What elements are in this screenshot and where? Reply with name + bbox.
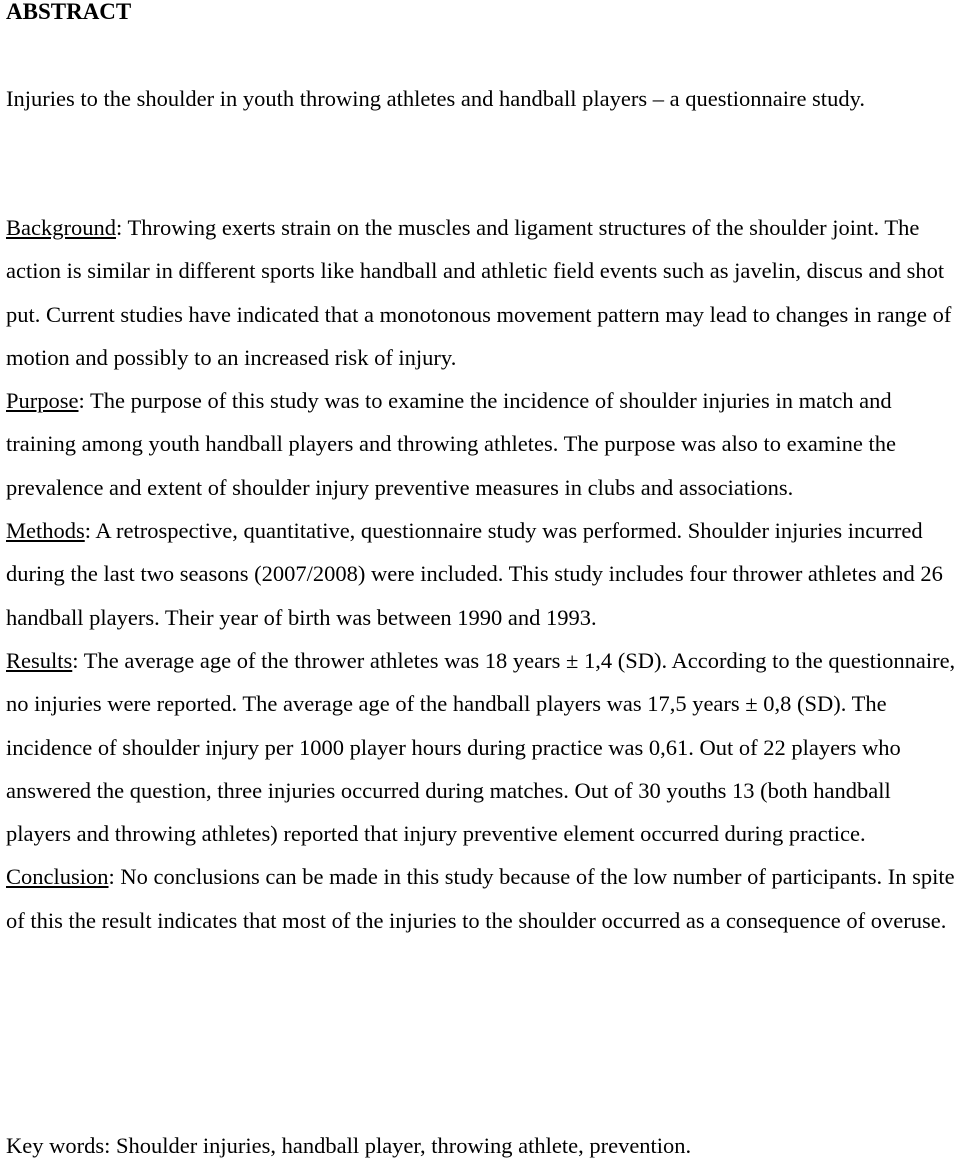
- section-text-results: The average age of the thrower athletes was 18 years ± 1,4 (SD). According to the questionnaire, no injuries were reported. The average age of the handball players was 17,5 years ± 0,8 (SD). The incidence of shoulder injury per 1000 player hours during practice was 0,61. Out of 22 players who answered the question, three injuries occurred during matches. Out of 30 youths 13 (both handball players and throwing athletes) reported that injury preventive element occurred during practice.: [6, 647, 956, 847]
- section-label-background: Background: [6, 215, 116, 240]
- section-background: Background: Throwing exerts strain on the muscles and ligament structures of the shoulder joint. The action is similar in different sports like handball and athletic field events such as javelin, discus and shot put. Current studies have indicated that a monotonous movement pattern may lead to changes in range of motion and possibly to an increased risk of injury.: [6, 215, 952, 370]
- section-results: Results: The average age of the thrower athletes was 18 years ± 1,4 (SD). According to the questionnaire, no injuries were reported. The average age of the handball players was 17,5 years ± 0,8 (SD). The incidence of shoulder injury per 1000 player hours during practice was 0,61. Out of 22 players who answered the question, three injuries occurred during matches. Out of 30 youths 13 (both handball players and throwing athletes) reported that injury preventive element occurred during practice.: [6, 647, 956, 847]
- abstract-sections: [6, 206, 960, 942]
- section-label-methods: Methods: [6, 518, 85, 544]
- section-label-purpose: Purpose: [6, 388, 79, 414]
- paper-title: Injuries to the shoulder in youth throwing athletes and handball players – a questionnaire study.: [6, 86, 865, 111]
- section-text-methods: A retrospective, quantitative, questionnaire study was performed. Shoulder injuries incurred during the last two seasons (2007/2008) were included. This study includes four thrower athletes and 26 handball players. Their year of birth was between 1990 and 1993.: [6, 518, 943, 630]
- section-purpose: Purpose: The purpose of this study was to examine the incidence of shoulder injuries in match and training among youth handball players and throwing athletes. The purpose was also to examine the prevalence and extent of shoulder injury preventive measures in clubs and associations.: [6, 388, 896, 500]
- section-text-conclusion: No conclusions can be made in this study because of the low number of participants. In spite of this the result indicates that most of the injuries to the shoulder occurred as a consequence of overuse.: [6, 864, 955, 933]
- section-label-conclusion: Conclusion: [6, 864, 109, 890]
- section-text-purpose: The purpose of this study was to examine the incidence of shoulder injuries in match and training among youth handball players and throwing athletes. The purpose was also to examine the prevalence and extent of shoulder injury preventive measures in clubs and associations.: [6, 388, 896, 500]
- section-label-results: Results: [6, 647, 73, 673]
- abstract-heading: ABSTRACT: [6, 0, 132, 24]
- section-conclusion: Conclusion: No conclusions can be made in this study because of the low number of participants. In spite of this the result indicates that most of the injuries to the shoulder occurred as a consequence of overuse.: [6, 864, 955, 933]
- section-methods: Methods: A retrospective, quantitative, questionnaire study was performed. Shoulder injuries incurred during the last two seasons (2007/2008) were included. This study includes four thrower athletes and 26 handball players. Their year of birth was between 1990 and 1993.: [6, 518, 943, 630]
- keywords-line: Key words: Shoulder injuries, handball player, throwing athlete, prevention.: [6, 1133, 692, 1158]
- section-text-background: Throwing exerts strain on the muscles and ligament structures of the shoulder joint. The action is similar in different sports like handball and athletic field events such as javelin, discus and shot put. Current studies have indicated that a monotonous movement pattern may lead to changes in range of motion and possibly to an increased risk of injury.: [6, 215, 952, 370]
